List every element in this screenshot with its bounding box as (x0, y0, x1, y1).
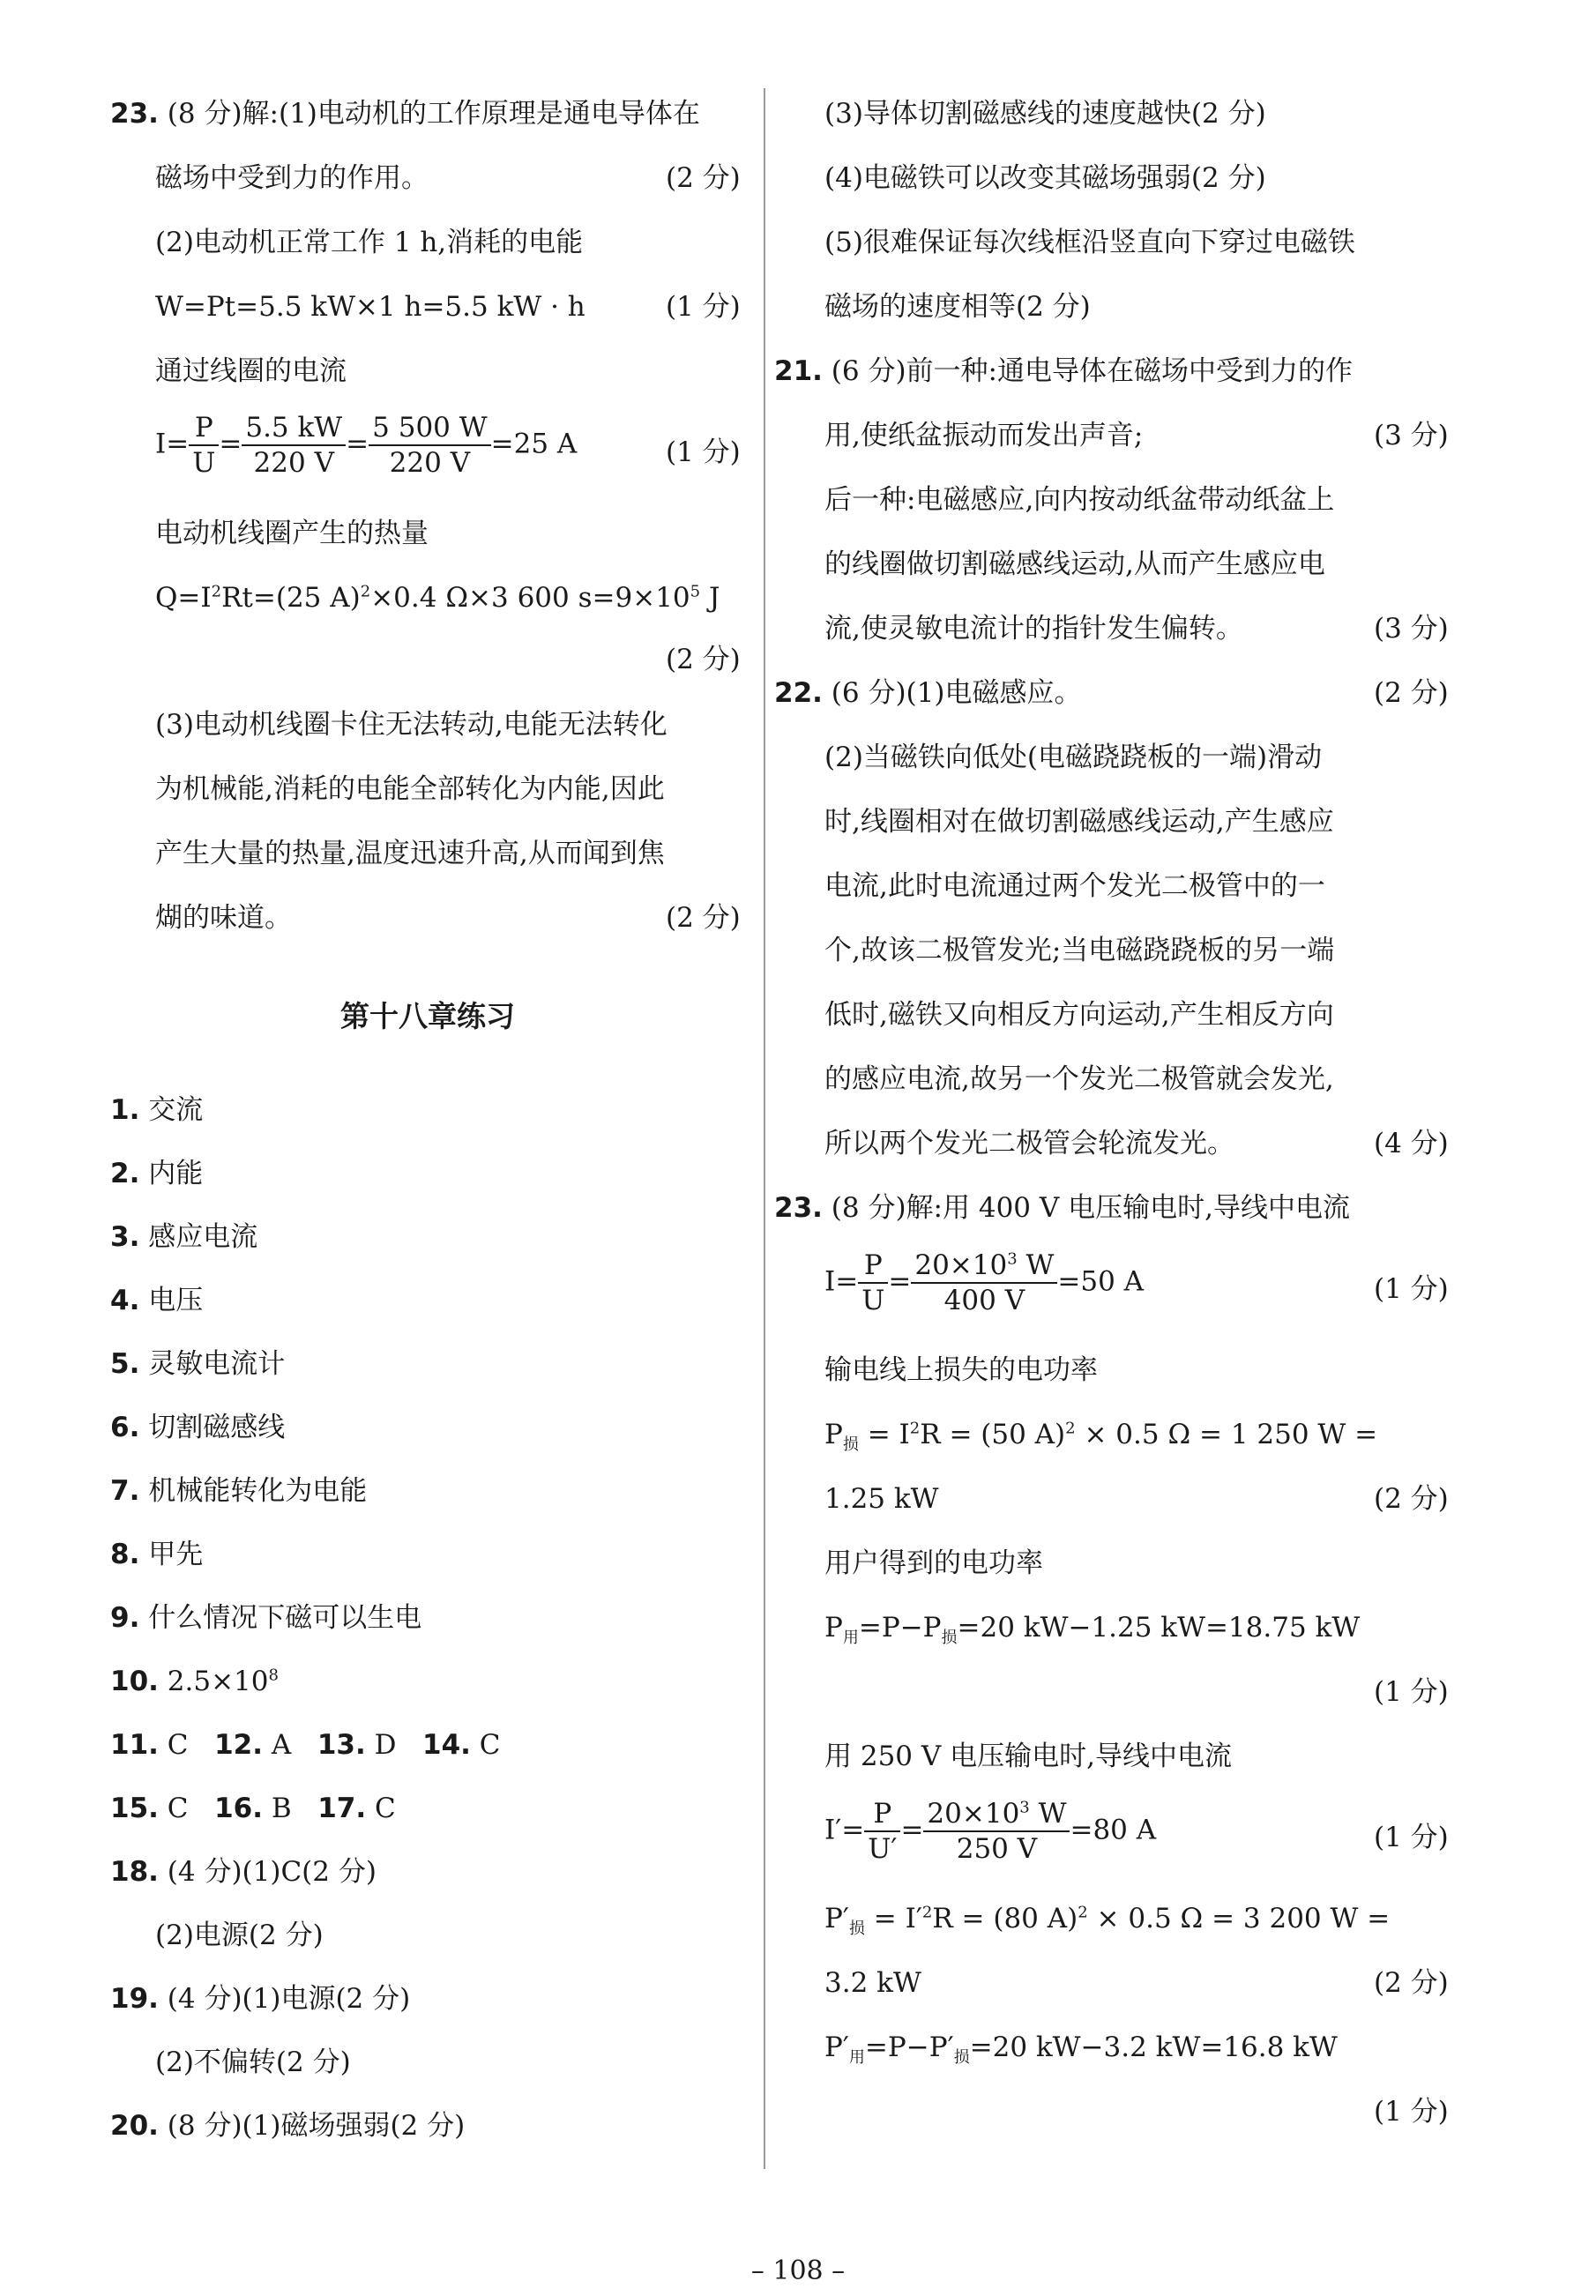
answer-7 (110, 1474, 367, 1509)
answer-text: (6 分)前一种:通电导体在磁场中受到力的作 (831, 355, 1353, 387)
q22-line7: 的感应电流,故另一个发光二极管就会发光, (824, 1063, 1334, 1095)
q23r-line5: 用户得到的电功率 (824, 1547, 1043, 1579)
answer-text: 感应电流 (148, 1221, 258, 1253)
fraction-denominator: 250 V (956, 1833, 1038, 1866)
q21-line4: 的线圈做切割磁感线运动,从而产生感应电 (824, 548, 1325, 580)
numerator-unit: W (1017, 1249, 1055, 1281)
subscript: 损 (848, 1920, 865, 1939)
numerator-unit: W (1029, 1798, 1067, 1830)
q23r-line9: 3.2 kW (824, 1967, 921, 1999)
q23-formula-score: (1 分) (666, 436, 741, 468)
q20-cont-4: (4)电磁铁可以改变其磁场强弱(2 分) (824, 162, 1266, 194)
numerator-base: 20×10 (927, 1798, 1020, 1830)
answer-number: 21. (774, 355, 823, 387)
subscript: 损 (842, 1435, 859, 1455)
answer-number: 15. (110, 1793, 159, 1824)
answer-number: 2. (110, 1158, 140, 1189)
q23-p3-2: 为机械能,消耗的电能全部转化为内能,因此 (155, 773, 665, 805)
q20-cont-5b: 磁场的速度相等(2 分) (824, 291, 1091, 323)
fraction-p-u (189, 413, 219, 478)
answer-number: 22. (774, 677, 823, 709)
exponent: 2 (921, 1903, 933, 1922)
answer-text: D (374, 1729, 397, 1761)
answer-9 (110, 1601, 421, 1636)
answer-number: 7. (110, 1475, 140, 1507)
q23r-line4: 1.25 kW (824, 1483, 939, 1515)
q23-head-text: (8 分)解:(1)电动机的工作原理是通电导体在 (167, 98, 700, 130)
answer-number: 16. (214, 1793, 263, 1824)
fraction-numerator: P (864, 1799, 900, 1832)
q23-p2-4: 电动机线圈产生的热量 (155, 518, 429, 549)
answer-text: C (167, 1729, 189, 1761)
q23r-formula-1-score: (1 分) (1374, 1273, 1449, 1305)
mc-row-2 (110, 1792, 396, 1826)
formula-result: =25 A (490, 428, 578, 460)
formula-result: =50 A (1057, 1265, 1145, 1298)
q22-line3: 时,线圈相对在做切割磁感线运动,产生感应 (824, 806, 1334, 838)
answer-number: 3. (110, 1221, 140, 1253)
fraction-denominator: U (192, 447, 216, 480)
fraction-numerator: 5 500 W (369, 413, 490, 446)
q22-line8-score: (4 分) (1374, 1128, 1449, 1159)
equals-sign: = (346, 428, 369, 460)
formula-result: =80 A (1070, 1814, 1157, 1846)
q23-formula-current (155, 413, 577, 478)
q23-p2-1: (2)电动机正常工作 1 h,消耗的电能 (155, 227, 584, 258)
formula-lhs: I= (824, 1265, 859, 1298)
answer-text: (8 分)(1)磁场强弱(2 分) (167, 2110, 466, 2142)
q23r-formula-2-score: (1 分) (1374, 1822, 1449, 1853)
fraction-denominator: U′ (868, 1833, 898, 1866)
answer-4 (110, 1284, 203, 1318)
answer-number: 20. (110, 2110, 159, 2142)
q23r-formula-1 (824, 1250, 1144, 1316)
answer-text: 内能 (148, 1158, 204, 1189)
answer-number: 8. (110, 1539, 140, 1570)
formula-part: P′ (824, 2031, 849, 2063)
q21-line3: 后一种:电磁感应,向内按动纸盆带动纸盆上 (824, 484, 1335, 516)
answer-number: 4. (110, 1285, 140, 1316)
heat-formula-part: Rt=(25 A) (221, 582, 361, 614)
answer-number: 14. (422, 1729, 471, 1761)
answer-text: 什么情况下磁可以生电 (148, 1602, 422, 1634)
fraction-denominator: 220 V (253, 447, 334, 480)
answer-2 (110, 1157, 203, 1191)
q23r-line10-score: (1 分) (1374, 2096, 1449, 2128)
fraction-denominator: 220 V (389, 447, 471, 480)
q23-p3-3: 产生大量的热量,温度迅速升高,从而闻到焦 (155, 838, 665, 869)
answer-number: 5. (110, 1348, 140, 1380)
answer-text: C (167, 1793, 189, 1824)
fraction-power-voltage (923, 1799, 1070, 1864)
answer-3 (110, 1220, 257, 1255)
answer-number: 12. (214, 1729, 263, 1761)
answer-text: (4 分)(1)C(2 分) (167, 1856, 377, 1888)
exponent: 3 (1019, 1798, 1030, 1817)
q23-p3-1: (3)电动机线圈卡住无法转动,电能无法转化 (155, 709, 667, 741)
q18-line1 (110, 1855, 377, 1890)
fraction-denominator: 400 V (943, 1285, 1025, 1317)
fraction-power-voltage (911, 1250, 1057, 1316)
answer-text: 2.5×10 (167, 1666, 269, 1697)
formula-part: =20 kW−1.25 kW=18.75 kW (957, 1612, 1361, 1644)
q23r-line3 (824, 1418, 1377, 1456)
q22-line8: 所以两个发光二极管会轮流发光。 (824, 1128, 1234, 1159)
answer-number: 11. (110, 1729, 159, 1761)
answer-8 (110, 1538, 203, 1572)
answer-text: (4 分)(1)电源(2 分) (167, 1983, 411, 2015)
q21-line5-score: (3 分) (1374, 613, 1449, 645)
q22-line1 (774, 676, 1081, 711)
q23r-line6 (824, 1611, 1360, 1649)
exponent: 2 (1065, 1419, 1076, 1438)
q23-p2-2-score: (1 分) (666, 291, 741, 323)
q23-p2-3: 通过线圈的电流 (155, 355, 347, 387)
exponent: 2 (1078, 1903, 1088, 1922)
q21-line5: 流,使灵敏电流计的指针发生偏转。 (824, 613, 1243, 645)
q21-line1 (774, 354, 1353, 389)
answer-number: 6. (110, 1412, 140, 1443)
q22-line2: (2)当磁铁向低处(电磁跷跷板的一端)滑动 (824, 742, 1323, 773)
page-number: – 108 – (750, 2255, 846, 2286)
answer-text: A (271, 1729, 292, 1761)
fraction-denominator: U (861, 1285, 885, 1317)
answer-10 (110, 1665, 279, 1699)
fraction-p-u (858, 1250, 888, 1316)
q23-p3-4: 煳的味道。 (155, 902, 292, 934)
formula-part: =P−P (858, 1612, 942, 1644)
formula-part: R = (80 A) (932, 1903, 1078, 1934)
equals-sign: = (900, 1814, 924, 1846)
answer-number: 10. (110, 1666, 159, 1697)
exponent: 2 (909, 1419, 921, 1438)
heat-formula-part: ×0.4 Ω×3 600 s=9×10 (370, 582, 690, 614)
q20-line1 (110, 2109, 465, 2143)
formula-part: =20 kW−3.2 kW=16.8 kW (969, 2031, 1338, 2063)
subscript: 用 (842, 1629, 859, 1648)
answer-5 (110, 1347, 285, 1382)
fraction-numerator (923, 1799, 1070, 1832)
q23r-line9-score: (2 分) (1374, 1967, 1449, 1999)
q20-cont-3: (3)导体切割磁感线的速度越快(2 分) (824, 98, 1266, 130)
answer-text: 灵敏电流计 (148, 1348, 286, 1380)
exponent: 2 (360, 582, 371, 601)
q19-line2: (2)不偏转(2 分) (155, 2046, 351, 2078)
answer-1 (110, 1093, 203, 1128)
q23r-line8 (824, 1902, 1390, 1940)
q23-p3-score: (2 分) (666, 902, 741, 934)
chapter-title: 第十八章练习 (340, 999, 515, 1033)
answer-number: 18. (110, 1856, 159, 1888)
answer-text: (6 分)(1)电磁感应。 (831, 677, 1082, 709)
q21-line2-score: (3 分) (1374, 420, 1449, 451)
answer-number: 19. (110, 1983, 159, 2015)
subscript: 损 (941, 1629, 958, 1648)
formula-part: = I′ (864, 1903, 922, 1934)
answer-text: 电压 (148, 1285, 204, 1316)
numerator-base: 20×10 (914, 1249, 1008, 1281)
formula-part: P (824, 1419, 843, 1450)
heat-formula-part: J (700, 582, 720, 614)
answer-number: 23. (774, 1192, 823, 1224)
answer-number: 1. (110, 1094, 140, 1126)
answer-text: 交流 (148, 1094, 204, 1126)
q23r-line4-score: (2 分) (1374, 1483, 1449, 1515)
exponent: 2 (211, 582, 222, 601)
answer-6 (110, 1411, 285, 1445)
answer-number: 17. (317, 1793, 367, 1824)
fraction-numerator: P (189, 413, 219, 446)
answer-text: B (271, 1793, 292, 1824)
answer-text: 甲先 (148, 1539, 204, 1570)
answer-number: 9. (110, 1602, 140, 1634)
q22-line1-score: (2 分) (1374, 677, 1449, 709)
formula-part: × 0.5 Ω = 3 200 W = (1087, 1903, 1391, 1934)
q21-line2: 用,使纸盆振动而发出声音; (824, 420, 1144, 451)
q22-line4: 电流,此时电流通过两个发光二极管中的一 (824, 870, 1325, 902)
formula-part: × 0.5 Ω = 1 250 W = (1075, 1419, 1378, 1450)
formula-part: = I (858, 1419, 910, 1450)
fraction-numerator: 5.5 kW (242, 413, 346, 446)
q18-line2: (2)电源(2 分) (155, 1920, 324, 1951)
exponent: 8 (268, 1666, 279, 1685)
answer-number: 13. (317, 1729, 366, 1761)
q23r-formula-2 (824, 1799, 1156, 1864)
formula-lhs: I= (155, 428, 190, 460)
answer-text: (8 分)解:用 400 V 电压输电时,导线中电流 (831, 1192, 1350, 1224)
formula-part: P (824, 1612, 843, 1644)
formula-lhs: I′= (824, 1814, 865, 1846)
q22-line5: 个,故该二极管发光;当电磁跷跷板的另一端 (824, 935, 1335, 966)
q23r-line10 (824, 2031, 1338, 2069)
fraction-p-u-prime (864, 1799, 900, 1864)
answer-text: C (479, 1729, 501, 1761)
q23r-line6-score: (1 分) (1374, 1676, 1449, 1708)
equals-sign: = (219, 428, 242, 460)
subscript: 用 (848, 2048, 865, 2068)
answer-text: 机械能转化为电能 (148, 1475, 368, 1507)
q23-p2-2: W=Pt=5.5 kW×1 h=5.5 kW · h (155, 291, 585, 323)
q23-line2: 磁场中受到力的作用。 (155, 162, 429, 194)
heat-formula-part: Q=I (155, 582, 212, 614)
exponent: 5 (690, 582, 701, 601)
answer-text: C (374, 1793, 396, 1824)
q23r-line1 (774, 1191, 1350, 1226)
q22-line6: 低时,磁铁又向相反方向运动,产生相反方向 (824, 999, 1334, 1031)
q23r-line2: 输电线上损失的电功率 (824, 1354, 1098, 1386)
exponent: 3 (1007, 1249, 1018, 1269)
q23-head (110, 97, 700, 131)
q23-number: 23. (110, 98, 159, 130)
fraction-numerator (911, 1250, 1057, 1284)
q23r-line7: 用 250 V 电压输电时,导线中电流 (824, 1741, 1232, 1772)
answer-text: 切割磁感线 (148, 1412, 286, 1443)
q19-line1 (110, 1982, 410, 2016)
subscript: 损 (953, 2048, 970, 2068)
q20-cont-5a: (5)很难保证每次线框沿竖直向下穿过电磁铁 (824, 227, 1355, 258)
formula-part: =P−P′ (864, 2031, 954, 2063)
equals-sign: = (888, 1265, 912, 1298)
q23-p2-5 (155, 581, 720, 615)
q23-p2-5-score: (2 分) (666, 644, 741, 675)
fraction-kw (242, 413, 346, 478)
column-divider (764, 88, 765, 2169)
mc-row-1 (110, 1728, 501, 1763)
formula-part: R = (50 A) (920, 1419, 1066, 1450)
q23-line2-score: (2 分) (666, 162, 741, 194)
formula-part: P′ (824, 1903, 849, 1934)
fraction-numerator: P (858, 1250, 888, 1284)
fraction-w (369, 413, 490, 478)
